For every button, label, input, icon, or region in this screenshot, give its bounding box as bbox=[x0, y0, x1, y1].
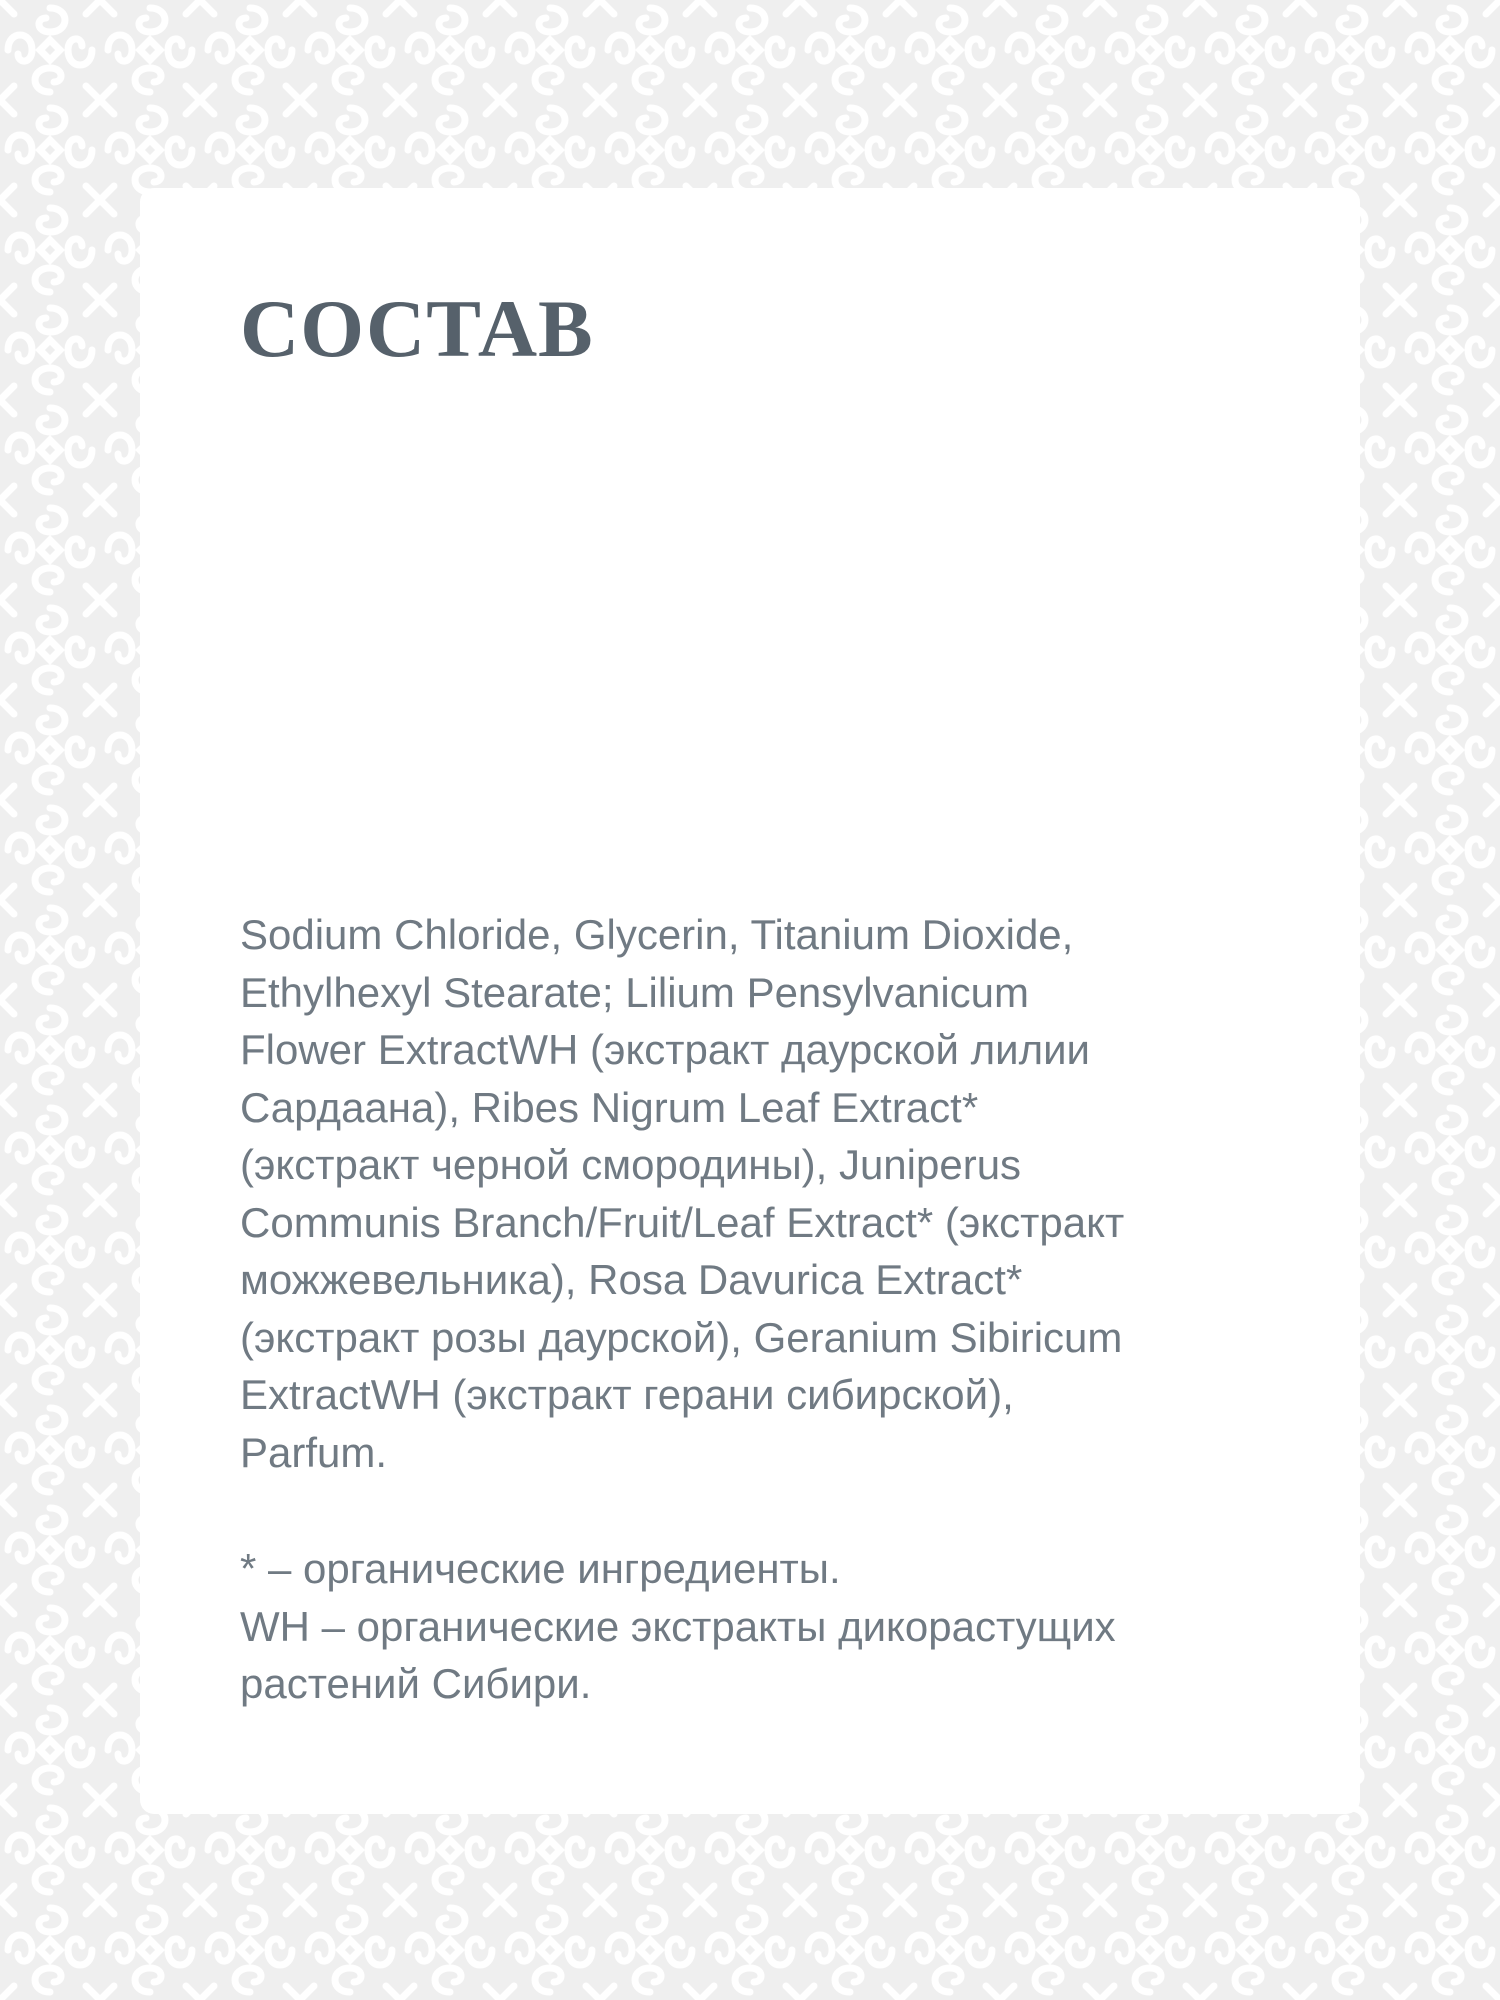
footnote-organic: * – органические ингредиенты. bbox=[240, 1545, 841, 1592]
ingredients-line: Sodium Chloride, Glycerin, Titanium Dioxide, bbox=[240, 911, 1074, 958]
composition-card bbox=[140, 188, 1360, 1814]
ingredients-line: ExtractWH (экстракт герани сибирской), bbox=[240, 1371, 1014, 1418]
ingredients-line: Ethylhexyl Stearate; Lilium Pensylvanicum bbox=[240, 968, 1030, 1016]
footnote-wild-harvest: WH – органические экстракты дикорастущих bbox=[240, 1602, 1116, 1650]
page-title: СОСТАВ bbox=[240, 283, 594, 374]
ingredients-line: (экстракт розы даурской), Geranium Sibiricum bbox=[240, 1313, 1123, 1361]
ingredients-line: (экстракт черной смородины), Juniperus bbox=[240, 1141, 1022, 1188]
footnotes bbox=[240, 1540, 1300, 1713]
footnote-wild-harvest-continued: растений Сибири. bbox=[240, 1660, 592, 1707]
ingredients-line: Сардаана), Ribes Nigrum Leaf Extract* bbox=[240, 1083, 979, 1131]
ingredients-line: Flower ExtractWH (экстракт даурской лилии bbox=[240, 1026, 1091, 1073]
ingredients-line: Communis Branch/Fruit/Leaf Extract* (экстракт bbox=[240, 1198, 1125, 1246]
ingredients-text bbox=[240, 906, 1300, 1481]
ingredients-line: можжевельника), Rosa Davurica Extract* bbox=[240, 1256, 1023, 1303]
ingredients-line: Parfum. bbox=[240, 1428, 388, 1476]
